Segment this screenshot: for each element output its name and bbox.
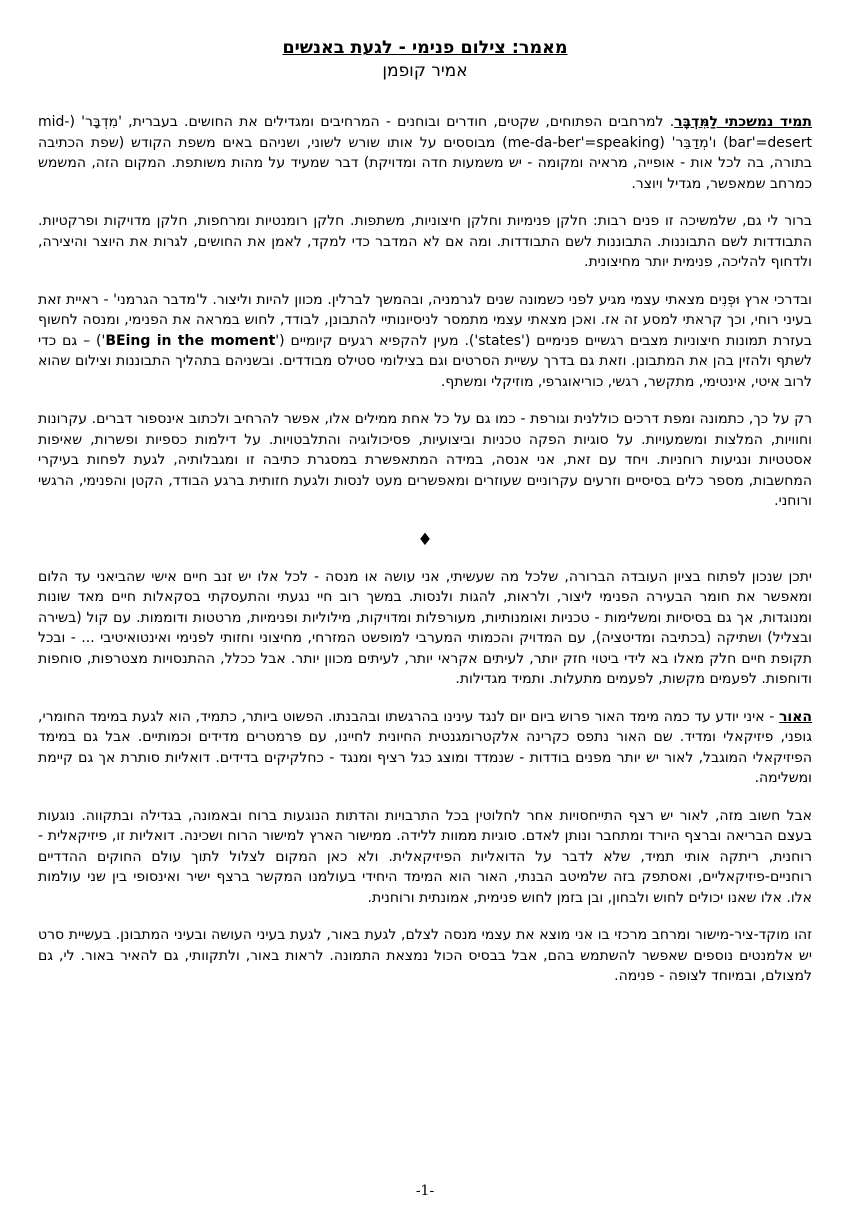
article-body: [38, 112, 812, 987]
paragraph-roadmap: רק על כך, כתמונה ומפת דרכים כוללנית וגורפת - כמו גם על כל אחת ממילים אלו, אפשר להרחיב ולכתוב אינספור דברים. עקרונות וחוויות, המלצות ומשמעויות. על סוגיות הפקה טכניות וביצועיות, פסיכולוגיה והתלבטויות. על דילמות כספיות ופשרות, שאיפות אסטטיות ונגיעות רוחניות. ויחד עם זאת, אני אנסה, במידה המתאפשרת במסגרת כתיבה זו ומגבלותיה, לגעת לפחות בעיקרי המחשבות, מספר כלים בסיסיים וזרעים עקרוניים שעוזרים ומאפשרים מעט לנסות ולגעת חזותית ברגע הבודד, הקטן והפנימי, הרגשי ורוחני.: [38, 411, 812, 509]
paragraph-text: ') – גם כדי לשתף ולהזין בהן את המתבונן. וזאת גם בדרך עשיית הסרטים וגם בצילומי סטילס מבודדים. ובשניהם בתהליך התבוננות וצילום שהוא לרוב איטי, אינטימי, מתקשר, רגשי, כוריאוגרפי, מוזיקלי ומשתף.: [38, 332, 812, 390]
latin-term: states: [478, 332, 522, 349]
paragraph-light: [38, 707, 812, 789]
article-author: אמיר קופמן: [382, 61, 468, 81]
latin-term: mid-bar'=desert: [38, 114, 812, 151]
paragraph-text: - איני יודע עד כמה מימד האור פרוש ביום יום לנגד עינינו בהרגשתו ובהבנתו. הפשוט ביותר, כתמיד, הוא לגעת במימד החומרי, גופני, פיזיקאלי ומדיד. שם האור נתפס כקרינה אלקטרומגנטית החיונית לחיינו, עם פרמטרים מדידים וכמותיים. אבל גם במימד הפיזיקאלי המוגבל, לאור יש יותר מפנים בודדות - שנמדד ומוצג כגל רציף ומנגד - כחלקיקים בדידים. דואליות סותרת אך גם קיימת ומשלימה.: [38, 708, 812, 786]
paragraph-text: ) מבוססים על אותו שורש לשוני, ושניהם באים משפת הקודש (שפת הכתיבה בתורה, בה לכל אות - אופייה, מראיה ומקומה - יש משמעות חדה ומדויקת) דבר שמעיד על מהות משותפת. המקום הזה, המשמש כמרחב שמאפשר, מגדיל ויוצר.: [38, 134, 812, 192]
latin-term: BEing in the moment: [105, 332, 276, 349]
paragraph-text: . למרחבים הפתוחים, שקטים, חודרים ובוחנים - המרחיבים ומגדילים את החושים. בעברית, 'מִדְבָּר' (: [69, 114, 675, 130]
page-number: -1-: [415, 1183, 435, 1199]
paragraph-lead: תמיד נמשכתי לַמִּדְבָּר: [674, 114, 812, 130]
paragraph-text: ) ו'מְדַבֵּר' (: [659, 134, 729, 151]
document-page: [38, 36, 812, 1225]
paragraph-focus: זהו מוקד-ציר-מישור ומרחב מרכזי בו אני מוצא את עצמי מנסה לצלם, לגעת באור, לגעת בעיני העושה ובעיני המתבונן. בעשיית סרט יש אלמנטים נוספים שאפשר להשתמש בהם, אבל בבסיס הכול נמצאת התמונה. לראות באור, ולתקוותי, גם להאיר באור. לי, גם למצולם, ובמיוחד לצופה - פנימה.: [38, 927, 812, 984]
latin-term: me-da-ber'=speaking: [507, 134, 660, 151]
paragraph-duality: אבל חשוב מזה, לאור יש רצף התייחסויות אחר לחלוטין בכל התרבויות והדתות הנוגעות ברוח ובאמונה, בגדילה ובתקווה. נוגעות בעצם הבריאה וברצף היורד ומתחבר ונותן לאדם. סוגיות ממוות ללידה. ממישור הארץ למישור הרוח ושכינה. דואליות זו, פיזיקאלית - רוחנית, ריתקה אותי תמיד, שלא לדבר על הדואליות הפיזיקאלית. ולא כאן המקום לצלול לתוך עולם החוקים ההדדיים רוחניים-פיזיקאליים, ואסתפק בזה שלמיטב הבנתי, האור הוא המימד היחידי בעולמנו המקשר ברצף ישיר ואינסופי בין שני עולמות אלו. אלו שאנו יכולים לחוש ולבחון, ובן בזמן לחוש פנימית, אמונתית ורוחנית.: [38, 807, 812, 906]
paragraph-life-experience: יתכן שנכון לפתוח בציון העובדה הברורה, שלכל מה שעשיתי, אני עושה או מנסה - לכל אלו יש זנב חיים אישי שהביאני עד הלום ומאפשר את חומר הבעירה הפנימי ליצור, ולראות, להגות ולנסות. במשך רוב חיי נגעתי והתעסקתי בסקאלות חיים מאד שונות ומנוגדות, אך גם בסיסיות ומשלימות - טכניות ואומנותיות, מעורפלות ומדויקות, מילוליות ופנימיות, מרטטות ודוממות. עם קול (בשירה ובצליל) ושתיקה (בכתיבה ומדיטציה), עם המדויק והכמותי המערבי למופשט המזרחי, מחיצוני וחזותי לפנימי ואינטואיטיבי ... - ובכל תקופת חיים חלק מאלו בא לידי ביטוי חזק יותר, לעיתים אקראי יותר, לעיתים מכוון יותר. אבל ככלל, ההתנסויות מצטרפות, סוחפות ודוחפות. לפעמים מקשות, לפעמים מתעלות. ותמיד מגדילות.: [38, 568, 812, 687]
paragraph-text: '). מעין להקפיא רגעים קיומיים (': [275, 332, 479, 349]
paragraph-berlin: [38, 290, 812, 393]
paragraph-text: ובדרכי ארץ וּפְנִים מצאתי עצמי מגיע לפני כשמונה שנים לגרמניה, ובהמשך לברלין. מכוון להיות וליצור. ל'מדבר הגרמני' - ראיית זאת בעיני רוחי, וכך קראתי למסע זה אז. ואכן מצאתי עצמי מתמסר לניסיונותיי להתבונן, לבודד, לחוש במראה את הפנימי, ומנסה לחשוף בעזרת תמונות חיצוניות מצבים רגשיים פנימיים (': [38, 291, 812, 349]
diamond-separator-icon: ♦: [417, 529, 433, 550]
paragraph-attraction: ברור לי גם, שלמשיכה זו פנים רבות: חלקן פנימיות וחלקן חיצוניות, משתפות. חלקן רומנטיות ומרחפות, חלקן מדויקות ופרקטיות. התבודדות לשם התבוננות. התבוננות לשם התבודדות. ומה אם לא המדבר כדי למקד, לאמן את החושים, לגרות את היוצר והיצירה, ולדחוף להליכה, פנימית יותר מחיצונית.: [38, 213, 812, 270]
paragraph-lead: האור: [778, 708, 812, 725]
article-title: מאמר: צילום פנימי - לגעת באנשים: [282, 38, 568, 58]
paragraph-desert: [38, 112, 812, 194]
